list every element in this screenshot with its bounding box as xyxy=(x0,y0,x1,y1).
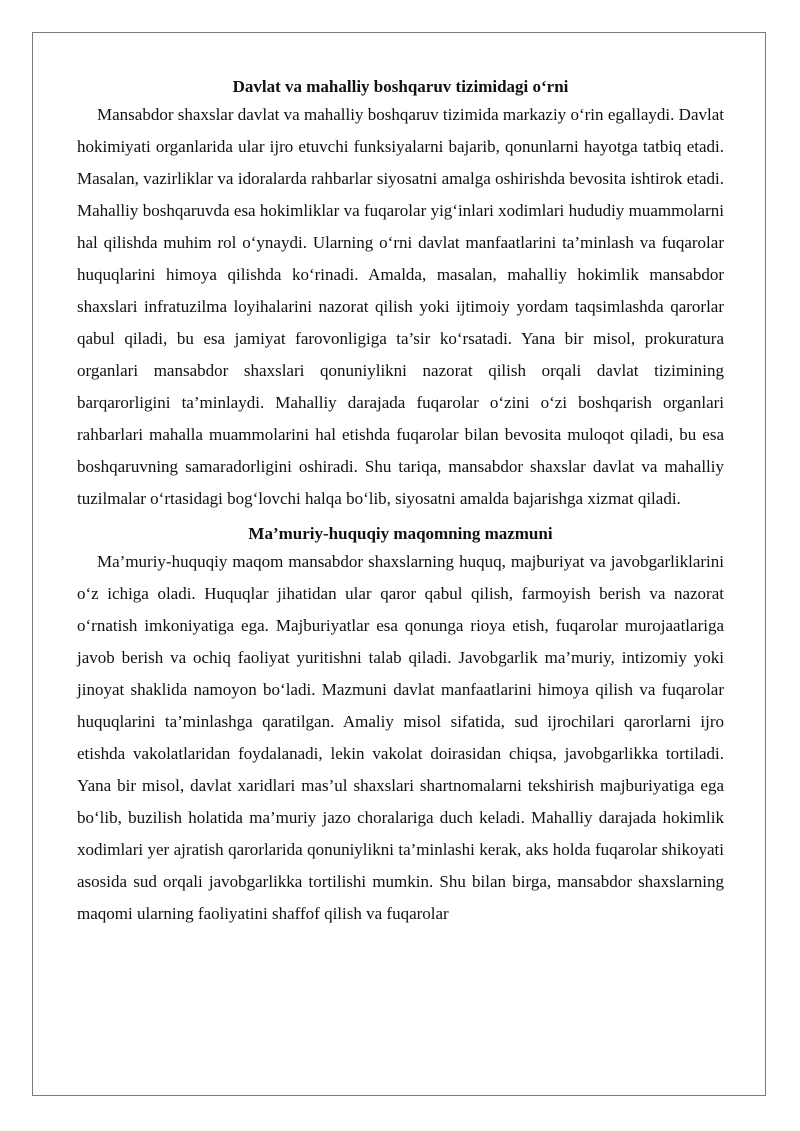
section-paragraph-role: Mansabdor shaxslar davlat va mahalliy boshqaruv tizimida markaziy o‘rin egallaydi. Davlat hokimiyati organlarida ular ijro etuvchi funksiyalarni bajarib, qonunlarni hayotga tatbiq etadi. Masalan, vazirliklar va idoralarda rahbarlar siyosatni amalga oshirishda bevosita ishtirok etadi. Mahalliy boshqaruvda esa hokimliklar va fuqarolar yig‘inlari xodimlari hududiy muammolarni hal qilishda muhim rol o‘ynaydi. Ularning o‘rni davlat manfaatlarini ta’minlash va fuqarolar huquqlarini himoya qilishda ko‘rinadi. Amalda, masalan, mahalliy hokimlik mansabdor shaxslari infratuzilma loyihalarini nazorat qilish yoki ijtimoiy yordam taqsimlashda qarorlar qabul qiladi, bu esa jamiyat farovonligiga ta’sir ko‘rsatadi. Yana bir misol, prokuratura organlari mansabdor shaxslari qonuniylikni nazorat qilish orqali davlat tizimining barqarorligini ta’minlaydi. Mahalliy darajada fuqarolar o‘zini o‘zi boshqarish organlari rahbarlari mahalla muammolarini hal etishda fuqarolar bilan bevosita muloqot qiladi, bu esa boshqaruvning samaradorligini oshiradi. Shu tariqa, mansabdor shaxslar davlat va mahalliy tuzilmalar o‘rtasidagi bog‘lovchi halqa bo‘lib, siyosatni amalda bajarishga xizmat qiladi. xyxy=(77,105,724,508)
document-body xyxy=(77,68,724,930)
section-heading-role: Davlat va mahalliy boshqaruv tizimidagi o‘rni xyxy=(232,77,569,96)
section-heading-legal-status: Ma’muriy-huquqiy maqomning mazmuni xyxy=(248,524,553,543)
section-paragraph-legal-status: Ma’muriy-huquqiy maqom mansabdor shaxslarning huquq, majburiyat va javobgarliklarini o‘z ichiga oladi. Huquqlar jihatidan ular qaror qabul qilish, farmoyish berish va nazorat o‘rnatish imkoniyatiga ega. Majburiyatlar esa qonunga rioya etish, fuqarolar murojaatlariga javob berish va ochiq faoliyat yuritishni talab qiladi. Javobgarlik ma’muriy, intizomiy yoki jinoyat shaklida namoyon bo‘ladi. Mazmuni davlat manfaatlarini himoya qilish va fuqarolar huquqlarini ta’minlashga qaratilgan. Amaliy misol sifatida, sud ijrochilari qarorlarni ijro etishda vakolatlaridan foydalanadi, lekin vakolat doirasidan chiqsa, javobgarlikka tortiladi. Yana bir misol, davlat xaridlari mas’ul shaxslari shartnomalarni tekshirish majburiyatiga ega bo‘lib, buzilish holatida ma’muriy jazo choralariga duch keladi. Mahalliy darajada hokimlik xodimlari yer ajratish qarorlarida qonuniylikni ta’minlashi kerak, aks holda fuqarolar shikoyati asosida sud orqali javobgarlikka tortilishi mumkin. Shu bilan birga, mansabdor shaxslarning maqomi ularning faoliyatini shaffof qilish va fuqarolar xyxy=(77,552,724,923)
